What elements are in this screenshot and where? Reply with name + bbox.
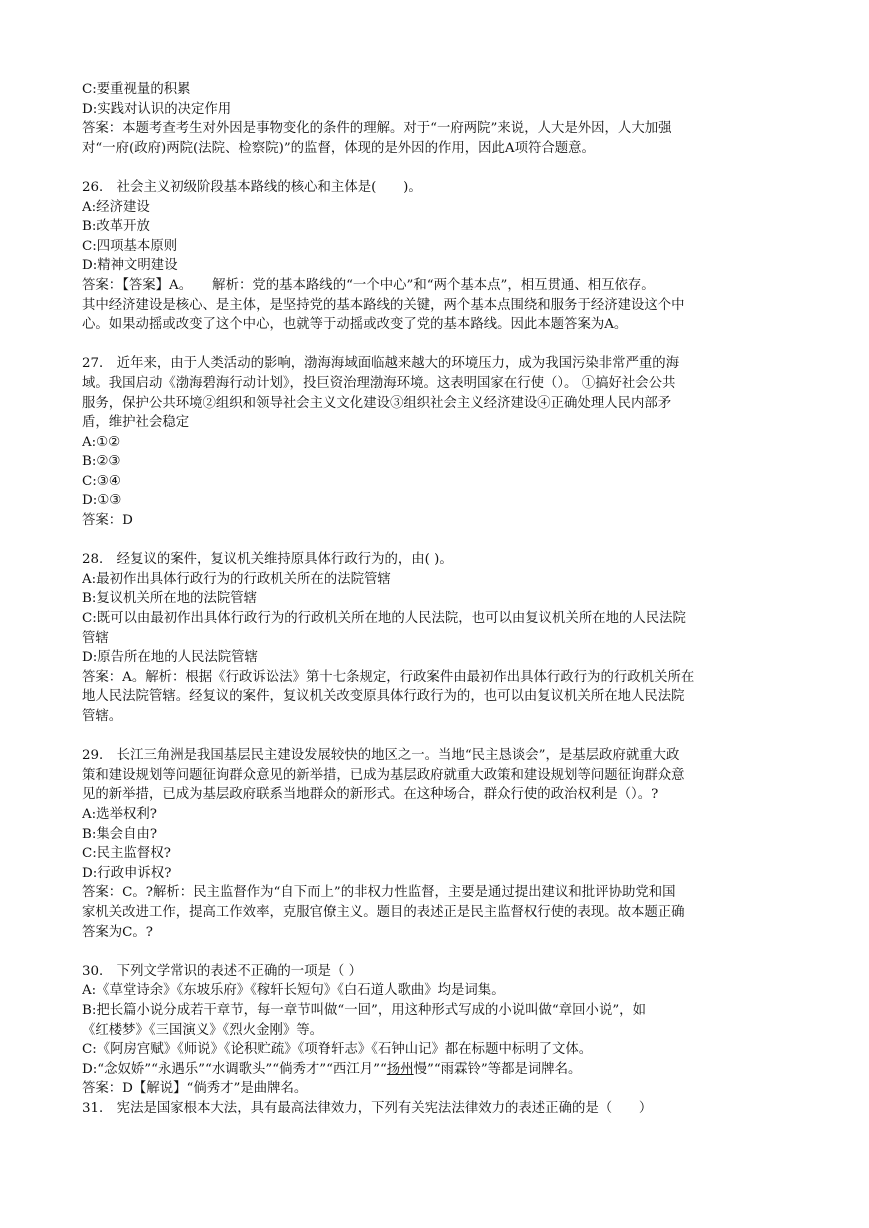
q25-answer-line-1: 答案：本题考查考生对外因是事物变化的条件的理解。对于“一府两院”来说，人大是外因，人大加强 [82, 121, 672, 137]
q29-option-a: A:选举权利? [82, 806, 157, 822]
q27-question-line-3: 服务，保护公共环境②组织和领导社会主义文化建设③组织社会主义经济建设④正确处理人民内部矛 [82, 395, 672, 411]
q28-answer-line-1: 答案：A。解析：根据《行政诉讼法》第十七条规定，行政案件由最初作出具体行政行为的行政机关所在 [82, 669, 695, 685]
q29-question-line-2: 策和建设规划等问题征询群众意见的新举措，已成为基层政府就重大政策和建设规划等问题征询群众意 [82, 767, 685, 783]
q28-question: 28． 经复议的案件，复议机关维持原具体行政行为的，由( )。 [82, 552, 453, 568]
q28-option-c-line-2: 管辖 [82, 630, 109, 646]
q28-option-b: B:复议机关所在地的法院管辖 [82, 591, 258, 607]
q29-question-line-1: 29． 长江三角洲是我国基层民主建设发展较快的地区之一。当地“民主恳谈会”，是基层政府就重大政 [82, 748, 680, 764]
q28-option-c-line-1: C:既可以由最初作出具体行政行为的行政机关所在地的人民法院，也可以由复议机关所在地的人民法院 [82, 611, 686, 627]
q28-answer-line-3: 管辖。 [82, 709, 123, 724]
q27-option-c: C:③④ [82, 473, 121, 489]
q30-option-c: C:《阿房宫赋》《师说》《论积贮疏》《项脊轩志》《石钟山记》都在标题中标明了文体。 [82, 1042, 593, 1058]
q30-option-b-line-1: B:把长篇小说分成若干章节，每一章节叫做“一回”，用这种形式写成的小说叫做“章回小说”，如 [82, 1002, 646, 1018]
q30-option-a: A:《草堂诗余》《东坡乐府》《稼轩长短句》《白石道人歌曲》均是词集。 [82, 983, 505, 999]
q27-option-d: D:①③ [82, 493, 122, 509]
q27-option-a: A:①② [82, 434, 121, 450]
q30-option-d-post: 慢”“雨霖铃”等都是词牌名。 [413, 1061, 582, 1077]
q29-question-line-3: 见的新举措，已成为基层政府联系当地群众的新形式。在这种场合，群众行使的政治权利是（）。? [82, 787, 659, 803]
q29-answer-line-2: 家机关改进工作，提高工作效率，克服官僚主义。题目的表述正是民主监督权行使的表现。故本题正确 [82, 904, 685, 920]
q27-option-b: B:②③ [82, 454, 121, 470]
q26-option-a: A:经济建设 [82, 199, 150, 215]
q30-question: 30． 下列文学常识的表述不正确的一项是（ ） [82, 963, 362, 979]
q27-question-line-2: 域。我国启动《渤海碧海行动计划》，投巨资治理渤海环境。这表明国家在行使（）。 ①搞好社会公共 [82, 375, 676, 391]
q27-answer: 答案：D [82, 513, 133, 529]
q26-question: 26． 社会主义初级阶段基本路线的核心和主体是( )。 [82, 179, 422, 195]
q26-answer-line-1: 答案：【答案】A。 解析：党的基本路线的“一个中心”和“两个基本点”，相互贯通、相互依存。 [82, 277, 655, 293]
q26-option-b: B:改革开放 [82, 219, 150, 235]
q30-option-d [82, 1060, 787, 1080]
q28-answer-line-2: 地人民法院管辖。经复议的案件，复议机关改变原具体行政行为的，也可以由复议机关所在地人民法院 [82, 689, 685, 705]
q28-option-a: A:最初作出具体行政行为的行政机关所在的法院管辖 [82, 571, 391, 587]
q30-option-b-line-2: 《红楼梦》《三国演义》《烈火金刚》等。 [82, 1022, 324, 1038]
q28-option-d: D:原告所在地的人民法院管辖 [82, 650, 258, 666]
q27-question-line-4: 盾，维护社会稳定 [82, 415, 190, 431]
q26-option-c: C:四项基本原则 [82, 238, 178, 254]
q30-option-d-underlined: 扬州 [386, 1061, 414, 1077]
q31-question: 31． 宪法是国家根本大法，具有最高法律效力，下列有关宪法法律效力的表述正确的是（ ） [82, 1100, 653, 1116]
q26-answer-line-3: 心。如果动摇或改变了这个中心，也就等于动摇或改变了党的基本路线。因此本题答案为A。 [82, 317, 628, 333]
q29-option-d: D:行政申诉权? [82, 865, 172, 881]
q29-answer-line-1: 答案：C。?解析：民主监督作为“自下而上”的非权力性监督，主要是通过提出建议和批评协助党和国 [82, 885, 676, 901]
q29-option-c: C:民主监督权? [82, 846, 171, 862]
q25-option-c: C:要重视量的积累 [82, 82, 191, 97]
q26-option-d: D:精神文明建设 [82, 258, 178, 274]
q25-option-d: D:实践对认识的决定作用 [82, 101, 232, 117]
q29-option-b: B:集会自由? [82, 826, 158, 842]
q27-question-line-1: 27． 近年来，由于人类活动的影响，渤海海域面临越来越大的环境压力，成为我国污染非常严重的海 [82, 356, 680, 372]
document-page [82, 80, 787, 1118]
q30-option-d-pre: D:“念奴娇”“永遇乐”“水调歌头”“倘秀才”“西江月”“ [82, 1061, 387, 1077]
q29-answer-line-3: 答案为C。? [82, 924, 153, 940]
q30-answer: 答案：D【解说】“倘秀才”是曲牌名。 [82, 1081, 308, 1097]
q25-answer-line-2: 对“一府(政府)两院(法院、检察院)”的监督，体现的是外因的作用，因此A项符合题意。 [82, 140, 595, 156]
q26-answer-line-2: 其中经济建设是核心、是主体，是坚持党的基本路线的关键，两个基本点围绕和服务于经济建设这个中 [82, 297, 685, 313]
